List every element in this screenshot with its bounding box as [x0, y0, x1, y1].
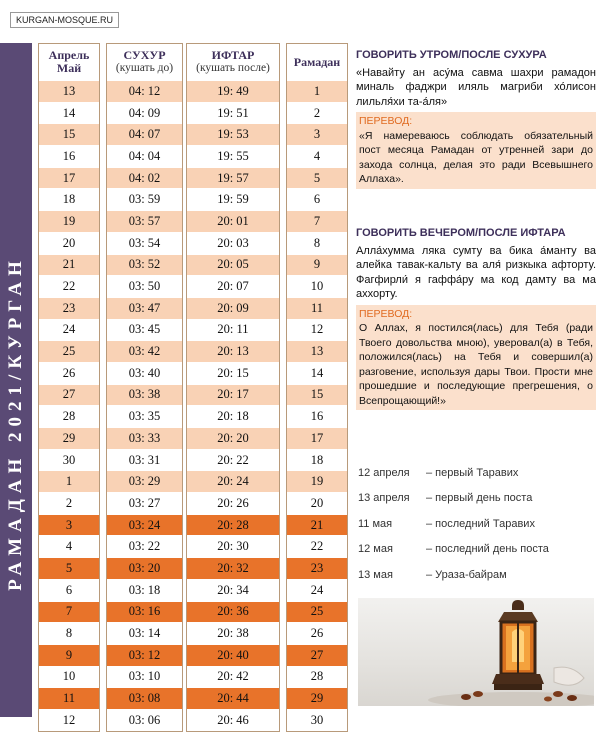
suhur-cell: 03: 47 — [107, 297, 182, 319]
morning-title: ГОВОРИТЬ УТРОМ/ПОСЛЕ СУХУРА — [356, 49, 547, 61]
ramadan-cell: 28 — [287, 666, 347, 688]
iftar-cell: 20: 28 — [187, 514, 279, 536]
morning-translation: «Я намереваюсь соблюдать обязательный пост месяца Рамадан от утренней зари до захода солнца, делая это ради Всевышнего Аллаха». — [359, 129, 593, 185]
ramadan-cell: 6 — [287, 188, 347, 210]
date-cell: 3 — [39, 514, 99, 536]
event-item: 11 мая – последний Таравих — [358, 517, 535, 530]
iftar-cell: 20: 26 — [187, 492, 279, 514]
suhur-cell: 03: 31 — [107, 449, 182, 471]
iftar-cell: 20: 18 — [187, 405, 279, 427]
suhur-header: СУХУР (кушать до) — [115, 48, 174, 74]
iftar-cell: 20: 20 — [187, 427, 279, 449]
suhur-cell: 03: 38 — [107, 384, 182, 406]
ramadan-cell: 5 — [287, 167, 347, 189]
suhur-cell: 03: 16 — [107, 601, 182, 623]
iftar-cell: 20: 13 — [187, 340, 279, 362]
ramadan-cell: 12 — [287, 319, 347, 341]
date-cell: 14 — [39, 102, 99, 124]
iftar-cell: 20: 17 — [187, 384, 279, 406]
ramadan-cell: 10 — [287, 275, 347, 297]
ramadan-cell: 8 — [287, 232, 347, 254]
date-cell: 9 — [39, 644, 99, 666]
event-item: 12 мая – последний день поста — [358, 543, 549, 556]
suhur-cell: 03: 06 — [107, 709, 182, 731]
ramadan-cell: 11 — [287, 297, 347, 319]
iftar-cell: 20: 03 — [187, 232, 279, 254]
suhur-cell: 03: 08 — [107, 687, 182, 709]
evening-dua: Алла́хумма ляка сумту ва бика а́манту ва алейка тавак-кальту ва аля́ ризкыка афторту. Фагфирли́ я гаффа́ру ма код дамту ва ма аххорту. — [356, 244, 596, 300]
morning-translation-box — [356, 112, 596, 189]
ramadan-cell: 17 — [287, 427, 347, 449]
date-cell: 13 — [39, 80, 99, 102]
suhur-cell: 03: 40 — [107, 362, 182, 384]
ramadan-cell: 15 — [287, 384, 347, 406]
morning-translation-label: ПЕРЕВОД: — [359, 115, 413, 127]
event-item: 13 апреля – первый день поста — [358, 492, 533, 505]
ramadan-cell: 14 — [287, 362, 347, 384]
iftar-cell: 20: 40 — [187, 644, 279, 666]
date-column — [38, 43, 100, 732]
iftar-cell: 20: 05 — [187, 254, 279, 276]
ramadan-cell: 7 — [287, 210, 347, 232]
date-cell: 8 — [39, 622, 99, 644]
evening-section — [356, 226, 596, 410]
ramadan-cell: 13 — [287, 340, 347, 362]
events-list — [358, 460, 549, 588]
suhur-cell: 03: 42 — [107, 340, 182, 362]
iftar-cell: 20: 07 — [187, 275, 279, 297]
suhur-cell: 03: 54 — [107, 232, 182, 254]
suhur-cell: 04: 12 — [107, 80, 182, 102]
iftar-cell: 20: 24 — [187, 470, 279, 492]
suhur-cell: 03: 29 — [107, 470, 182, 492]
iftar-cell: 19: 59 — [187, 188, 279, 210]
ramadan-cell: 3 — [287, 123, 347, 145]
ramadan-column — [286, 43, 348, 732]
date-cell: 19 — [39, 210, 99, 232]
site-label[interactable]: KURGAN-MOSQUE.RU — [10, 12, 119, 28]
evening-translation-box — [356, 305, 596, 411]
iftar-cell: 19: 53 — [187, 123, 279, 145]
date-cell: 29 — [39, 427, 99, 449]
iftar-cell: 19: 49 — [187, 80, 279, 102]
suhur-cell: 03: 27 — [107, 492, 182, 514]
suhur-cell: 03: 33 — [107, 427, 182, 449]
iftar-cell: 20: 36 — [187, 601, 279, 623]
ramadan-cell: 25 — [287, 601, 347, 623]
ramadan-cell: 30 — [287, 709, 347, 731]
date-cell: 22 — [39, 275, 99, 297]
side-title: РАМАДАН 2021/КУРГАН — [5, 255, 26, 591]
suhur-cell: 04: 09 — [107, 102, 182, 124]
ramadan-cell: 18 — [287, 449, 347, 471]
suhur-column — [106, 43, 183, 732]
date-cell: 12 — [39, 709, 99, 731]
date-cell: 4 — [39, 535, 99, 557]
iftar-cell: 20: 01 — [187, 210, 279, 232]
iftar-column — [186, 43, 280, 732]
iftar-cell: 20: 44 — [187, 687, 279, 709]
morning-dua: «Навайту ан асу́ма савма шахри рамадон миналь фаджри иляль магриби хо́лисон лильля́хи та-а́ля» — [356, 66, 596, 108]
suhur-cell: 03: 24 — [107, 514, 182, 536]
iftar-cell: 20: 38 — [187, 622, 279, 644]
ramadan-cell: 2 — [287, 102, 347, 124]
suhur-cell: 04: 07 — [107, 123, 182, 145]
iftar-cell: 20: 32 — [187, 557, 279, 579]
iftar-cell: 19: 55 — [187, 145, 279, 167]
date-cell: 7 — [39, 601, 99, 623]
iftar-cell: 20: 42 — [187, 666, 279, 688]
suhur-cell: 03: 20 — [107, 557, 182, 579]
date-cell: 10 — [39, 666, 99, 688]
ramadan-cell: 22 — [287, 535, 347, 557]
suhur-cell: 03: 10 — [107, 666, 182, 688]
iftar-header: ИФТАР (кушать после) — [196, 48, 270, 74]
morning-section — [356, 48, 596, 189]
date-cell: 15 — [39, 123, 99, 145]
suhur-cell: 03: 50 — [107, 275, 182, 297]
suhur-cell: 03: 35 — [107, 405, 182, 427]
ramadan-cell: 9 — [287, 254, 347, 276]
date-cell: 28 — [39, 405, 99, 427]
date-cell: 5 — [39, 557, 99, 579]
ramadan-cell: 4 — [287, 145, 347, 167]
iftar-cell: 20: 15 — [187, 362, 279, 384]
ramadan-cell: 26 — [287, 622, 347, 644]
ramadan-cell: 27 — [287, 644, 347, 666]
date-cell: 11 — [39, 687, 99, 709]
iftar-cell: 19: 57 — [187, 167, 279, 189]
iftar-cell: 20: 09 — [187, 297, 279, 319]
lantern-photo — [358, 598, 594, 706]
lantern-icon — [358, 598, 594, 706]
suhur-cell: 03: 18 — [107, 579, 182, 601]
suhur-cell: 03: 14 — [107, 622, 182, 644]
iftar-cell: 19: 51 — [187, 102, 279, 124]
date-cell: 2 — [39, 492, 99, 514]
date-cell: 21 — [39, 254, 99, 276]
date-cell: 6 — [39, 579, 99, 601]
ramadan-header: Рамадан — [293, 54, 341, 69]
date-cell: 17 — [39, 167, 99, 189]
evening-title: ГОВОРИТЬ ВЕЧЕРОМ/ПОСЛЕ ИФТАРА — [356, 227, 566, 239]
suhur-cell: 03: 52 — [107, 254, 182, 276]
date-cell: 26 — [39, 362, 99, 384]
side-band — [0, 43, 32, 717]
ramadan-cell: 21 — [287, 514, 347, 536]
event-item: 12 апреля – первый Таравих — [358, 466, 519, 479]
ramadan-cell: 24 — [287, 579, 347, 601]
suhur-cell: 03: 22 — [107, 535, 182, 557]
iftar-cell: 20: 34 — [187, 579, 279, 601]
suhur-cell: 04: 04 — [107, 145, 182, 167]
suhur-cell: 04: 02 — [107, 167, 182, 189]
suhur-cell: 03: 45 — [107, 319, 182, 341]
date-cell: 24 — [39, 319, 99, 341]
ramadan-cell: 29 — [287, 687, 347, 709]
iftar-cell: 20: 30 — [187, 535, 279, 557]
suhur-cell: 03: 57 — [107, 210, 182, 232]
date-cell: 30 — [39, 449, 99, 471]
date-cell: 20 — [39, 232, 99, 254]
ramadan-cell: 16 — [287, 405, 347, 427]
iftar-cell: 20: 11 — [187, 319, 279, 341]
date-header: Апрель Май — [48, 48, 90, 75]
ramadan-cell: 19 — [287, 470, 347, 492]
date-cell: 1 — [39, 470, 99, 492]
iftar-cell: 20: 46 — [187, 709, 279, 731]
date-cell: 18 — [39, 188, 99, 210]
suhur-cell: 03: 12 — [107, 644, 182, 666]
ramadan-cell: 20 — [287, 492, 347, 514]
date-cell: 25 — [39, 340, 99, 362]
event-item: 13 мая – Ураза-байрам — [358, 568, 507, 581]
iftar-cell: 20: 22 — [187, 449, 279, 471]
date-cell: 23 — [39, 297, 99, 319]
suhur-cell: 03: 59 — [107, 188, 182, 210]
evening-translation: О Аллах, я постился(лась) для Тебя (ради Твоего довольства мною), уверовал(а) в Тебя, положился(лась) на Тебя и совершил(а) разговение, используя дары Твои. Прости мне прошедшие и последующие прегрешения, о Всепрощающий!» — [359, 322, 593, 407]
ramadan-cell: 1 — [287, 80, 347, 102]
date-cell: 27 — [39, 384, 99, 406]
evening-translation-label: ПЕРЕВОД: — [359, 307, 413, 320]
ramadan-cell: 23 — [287, 557, 347, 579]
date-cell: 16 — [39, 145, 99, 167]
